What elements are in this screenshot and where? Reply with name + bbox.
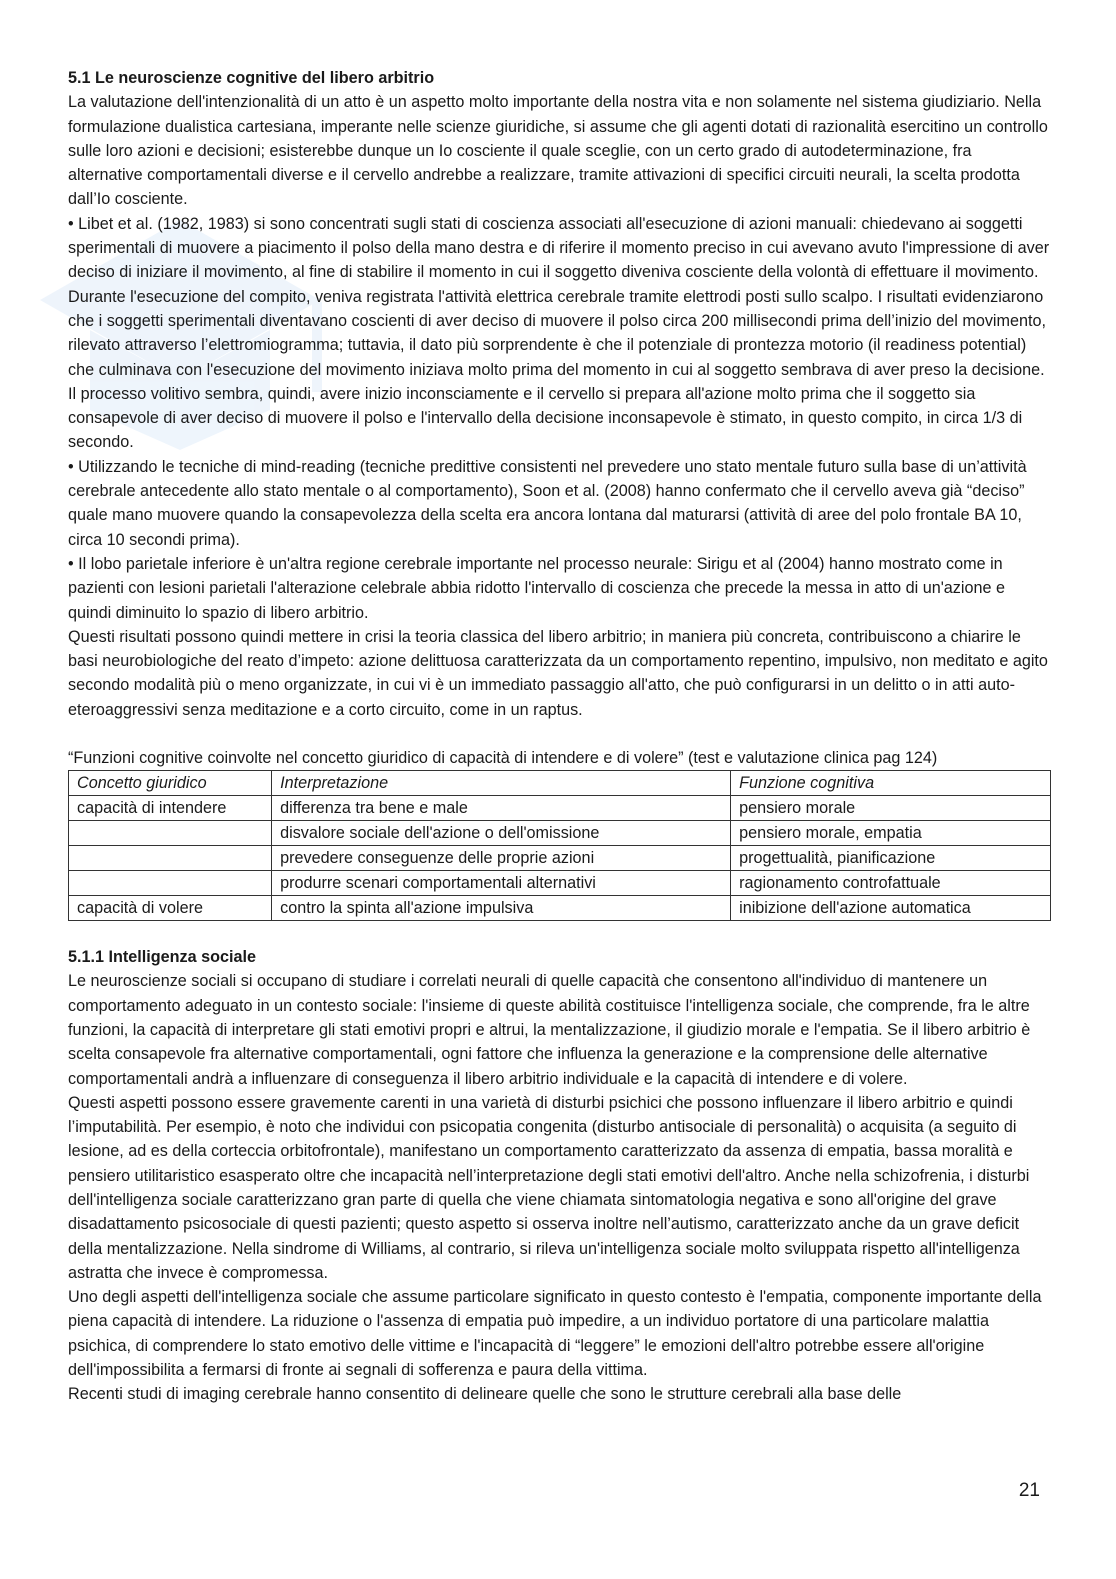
page-number: 21 — [1018, 1480, 1040, 1501]
bullet-paragraph-libet: • Libet et al. (1982, 1983) si sono concentrati sugli stati di coscienza associati all'esecuzione di azioni manuali: chiedevano ai soggetti sperimentali di muovere a piacimento il polso della mano destra e di riferire il momento preciso in cui avevano avuto l'impressione di aver deciso di iniziare il movimento, al fine di stabilire il momento in cui il soggetto diveniva cosciente della volontà di effettuare il movimento. Durante l'esecuzione del compito, veniva registrata l'attività elettrica cerebrale tramite elettrodi posti sullo scalpo. I risultati evidenziarono che i soggetti sperimentali diventavano coscienti di aver deciso di muovere il polso circa 200 millisecondi prima dell’inizio del movimento, rilevato attraverso l’elettromiogramma; tuttavia, il dato più sorprendente è che il potenziale di prontezza motorio (il readiness potential) che culminava con l'esecuzione del movimento iniziava molto prima del momento in cui al soggetto sembrava di aver preso la decisione. Il processo volitivo sembra, quindi, avere inizio inconsciamente e il cervello si prepara all'azione molto prima che il soggetto sia consapevole di aver deciso di muovere il polso e l'intervallo della decisione inconsapevole è stimato, in questo compito, in circa 1/3 di secondo. — [68, 212, 1050, 455]
table-cell: disvalore sociale dell'azione o dell'omissione — [272, 821, 731, 846]
subsection-paragraph: Recenti studi di imaging cerebrale hanno consentito di delineare quelle che sono le strutture cerebrali alla base delle — [68, 1385, 902, 1404]
table-cell: capacità di volere — [69, 896, 272, 921]
section-intro-paragraph: La valutazione dell'intenzionalità di un atto è un aspetto molto importante della nostra vita e non solamente nel sistema giudiziario. Nella formulazione dualistica cartesiana, imperante nelle scienze giuridiche, si assume che gli agenti dotati di razionalità esercitino un controllo sulle loro azioni e decisioni; esisterebbe dunque un Io cosciente il quale sceglie, con un certo grado di autodeterminazione, fra alternative comportamentali diverse e il cervello andrebbe a realizzare, tramite attivazioni di specifici circuiti neurali, la scelta prodotta dall’Io cosciente. — [68, 93, 1048, 209]
conclusion-paragraph: Questi risultati possono quindi mettere in crisi la teoria classica del libero arbitrio; in maniera più concreta, contribuiscono a chiarire le basi neurobiologiche del reato d’impeto: azione delittuosa caratterizzata da un comportamento repentino, impulsivo, non meditato e agito secondo modalità più o meno organizzate, in cui vi è un immediato passaggio all'atto, che può configurarsi in un delitto o in atti auto-eteroaggressivi senza meditazione e a corto circuito, come in un raptus. — [68, 627, 1048, 719]
table-row — [69, 896, 1051, 921]
bullet-paragraph-soon: • Utilizzando le tecniche di mind-reading (tecniche predittive consistenti nel prevedere uno stato mentale futuro sulla base di un’attività cerebrale antecedente allo stato mentale o al comportamento), Soon et al. (2008) hanno confermato che il cervello aveva già “deciso” quale mano muovere quando la consapevolezza della scelta era ancora lontana dal maturarsi (attività di aree del polo frontale BA 10, circa 10 secondi prima). — [68, 455, 1050, 552]
table-cell: prevedere conseguenze delle proprie azioni — [272, 846, 731, 871]
table-header-cell: Concetto giuridico — [69, 771, 272, 796]
table-cell: produrre scenari comportamentali alternativi — [272, 871, 731, 896]
subsection-paragraph: Le neuroscienze sociali si occupano di studiare i correlati neurali di quelle capacità che consentono all'individuo di mantenere un comportamento adeguato in un contesto sociale: l'insieme di queste abilità costituisce l'intelligenza sociale, che comprende, fra le altre funzioni, la capacità di interpretare gli stati emotivi propri e altrui, la mentalizzazione, il giudizio morale e l'empatia. Se il libero arbitrio è scelta consapevole fra alternative comportamentali, ogni fattore che influenza la generazione e la comprensione delle alternative comportamentali andrà a influenzare di conseguenza il libero arbitrio individuale e la capacità di intendere e di volere. — [68, 972, 1031, 1088]
table-cell — [69, 821, 272, 846]
section-heading: 5.1 Le neuroscienze cognitive del libero arbitrio — [68, 69, 435, 87]
page-content — [68, 66, 1050, 1407]
table-header-row — [69, 771, 1051, 796]
subsection-heading: 5.1.1 Intelligenza sociale — [68, 948, 257, 967]
spacer — [68, 921, 1050, 945]
table-cell: progettualità, pianificazione — [731, 846, 1051, 871]
table-caption: “Funzioni cognitive coinvolte nel concetto giuridico di capacità di intendere e di volere” (test e valutazione clinica pag 124) — [68, 749, 938, 768]
subsection-paragraph: Uno degli aspetti dell'intelligenza sociale che assume particolare significato in questo contesto è l'empatia, componente importante della piena capacità di intendere. La riduzione o l'assenza di empatia può impedire, a un individuo portatore di una particolare malattia psichica, di comprendere lo stato emotivo delle vittime e l'incapacità di “leggere” le emozioni dell'altro potrebbe essere all'origine dell'impossibilita a fermarsi di fronte ai segnali di sofferenza e paura della vittima. — [68, 1288, 1042, 1380]
table-cell — [69, 871, 272, 896]
table-cell: pensiero morale, empatia — [731, 821, 1051, 846]
table-cell: pensiero morale — [731, 796, 1051, 821]
table-row — [69, 796, 1051, 821]
table-row — [69, 846, 1051, 871]
table-cell: ragionamento controfattuale — [731, 871, 1051, 896]
cognitive-functions-table — [68, 770, 1051, 921]
table-cell: contro la spinta all'azione impulsiva — [272, 896, 731, 921]
bullet-paragraph-sirigu: • Il lobo parietale inferiore è un'altra regione cerebrale importante nel processo neurale: Sirigu et al (2004) hanno mostrato come in pazienti con lesioni parietali l'alterazione celebrale abbia ridotto l'intervallo di coscienza che precede la messa in atto di un'azione e quindi diminuito lo spazio di libero arbitrio. — [68, 552, 1050, 625]
table-cell — [69, 846, 272, 871]
table-cell: inibizione dell'azione automatica — [731, 896, 1051, 921]
table-cell: capacità di intendere — [69, 796, 272, 821]
table-row — [69, 821, 1051, 846]
spacer — [68, 722, 1050, 746]
table-row — [69, 871, 1051, 896]
table-header-cell: Funzione cognitiva — [731, 771, 1051, 796]
subsection-paragraph: Questi aspetti possono essere gravemente carenti in una varietà di disturbi psichici che possono influenzare il libero arbitrio e quindi l’imputabilità. Per esempio, è noto che individui con psicopatia congenita (disturbo antisociale di personalità) o acquisita (a seguito di lesione, ad es della corteccia orbitofrontale), manifestano un comportamento caratterizzato da assenza di empatia, bassa moralità e pensiero utilitaristico esasperato oltre che incapacità nell’interpretazione degli stati emotivi dell'altro. Anche nella schizofrenia, i disturbi dell'intelligenza sociale caratterizzano gran parte di quella che viene chiamata sintomatologia negativa e sono all'origine del grave disadattamento psicosociale di questi pazienti; questo aspetto si osserva inoltre nell’autismo, caratterizzato anche da un grave deficit della mentalizzazione. Nella sindrome di Williams, al contrario, si rileva un'intelligenza sociale molto sviluppata rispetto all'intelligenza astratta che invece è compromessa. — [68, 1093, 1030, 1282]
table-cell: differenza tra bene e male — [272, 796, 731, 821]
table-header-cell: Interpretazione — [272, 771, 731, 796]
